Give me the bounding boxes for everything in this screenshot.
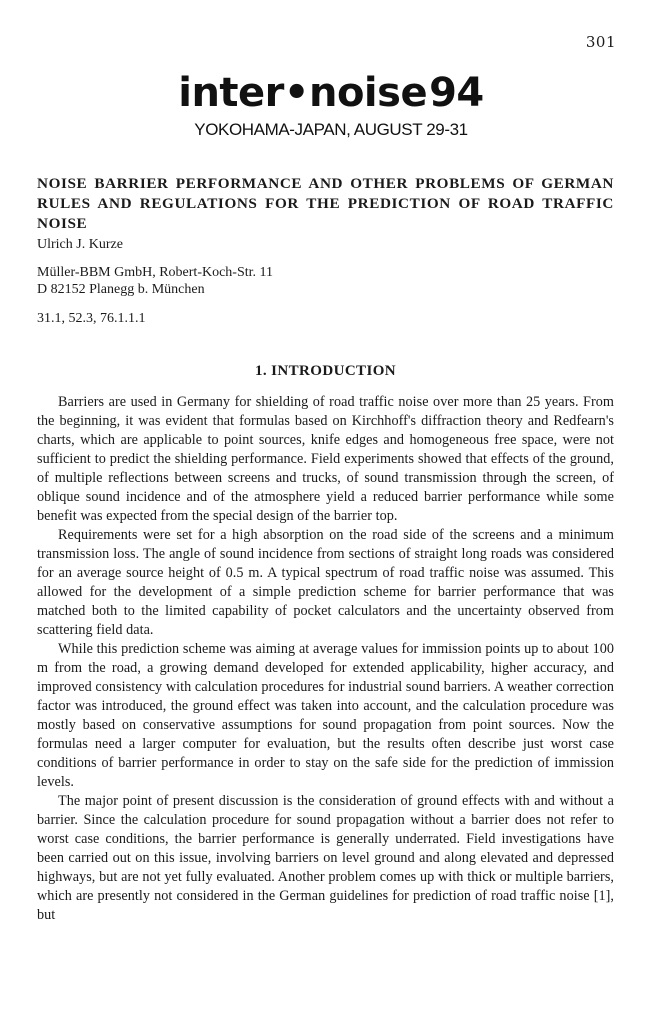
paragraph-3: While this prediction scheme was aiming at average values for immission points up to about 100 m from the road, a growing demand developed for extended applicability, higher accuracy, and improved consistency with calculation procedures for industrial sound barriers. A weather correction factor was introduced, the ground effect was taken into account, and the calculation procedure was mostly based on conservative assumptions for sound propagation from point sources. Now the formulas need a larger computer for evaluation, but the results often describe just worst case conditions of barrier performance in order to stay on the safe side for the prediction of immission levels. [37, 641, 614, 790]
author-affiliation: Müller-BBM GmbH, Robert-Koch-Str. 11 D 82152 Planegg b. München [37, 265, 274, 297]
page-number: 301 [585, 33, 616, 51]
section-heading: 1. INTRODUCTION [254, 363, 396, 379]
logo-year: 94 [429, 70, 484, 116]
paper-content [37, 174, 614, 925]
section-body [37, 393, 614, 925]
paragraph-2: Requirements were set for a high absorption on the road side of the screens and a minimum transmission loss. The angle of sound incidence from sections of straight long roads was considered for an average source height of 0.5 m. A typical spectrum of road traffic noise was assumed. This allowed for the development of a simple prediction scheme for barrier performance that was matched both to the limited capability of pocket calculators and the uncertainty observed from scattering field data. [37, 527, 614, 638]
classification-codes: 31.1, 52.3, 76.1.1.1 [37, 311, 146, 326]
logo-text: inter•noise [178, 70, 428, 116]
author-name: Ulrich J. Kurze [37, 237, 123, 252]
paragraph-4: The major point of present discussion is the consideration of ground effects with and without a barrier. Since the calculation procedure for sound propagation without a barrier does not refer to worst case conditions, the barrier performance is generally underrated. Field investigations have been carried out on this issue, involving barriers on level ground and along elevated and depressed highways, but are not yet fully evaluated. Another problem comes up with thick or multiple barriers, which are presently not considered in the German guidelines for prediction of road traffic noise [1], but [37, 793, 614, 923]
paper-title: NOISE BARRIER PERFORMANCE AND OTHER PROBLEMS OF GERMAN RULES AND REGULATIONS FOR THE PREDICTION OF ROAD TRAFFIC NOISE [37, 175, 614, 232]
conference-logo [0, 70, 662, 116]
conference-location-date: YOKOHAMA-JAPAN, AUGUST 29-31 [194, 120, 468, 139]
paragraph-1: Barriers are used in Germany for shielding of road traffic noise over more than 25 years. From the beginning, it was evident that formulas based on Kirchhoff's diffraction theory and Redfearn's charts, which are applicable to point sources, knife edges and homogeneous free space, were not sufficient to predict the shielding performance. Field experiments showed that effects of the ground, of multiple reflections between screens and trucks, of sound transmission through the screen, of oblique sound incidence and of the atmosphere yield a reduced barrier performance while some benefit was expected from the special design of the barrier top. [37, 394, 614, 524]
